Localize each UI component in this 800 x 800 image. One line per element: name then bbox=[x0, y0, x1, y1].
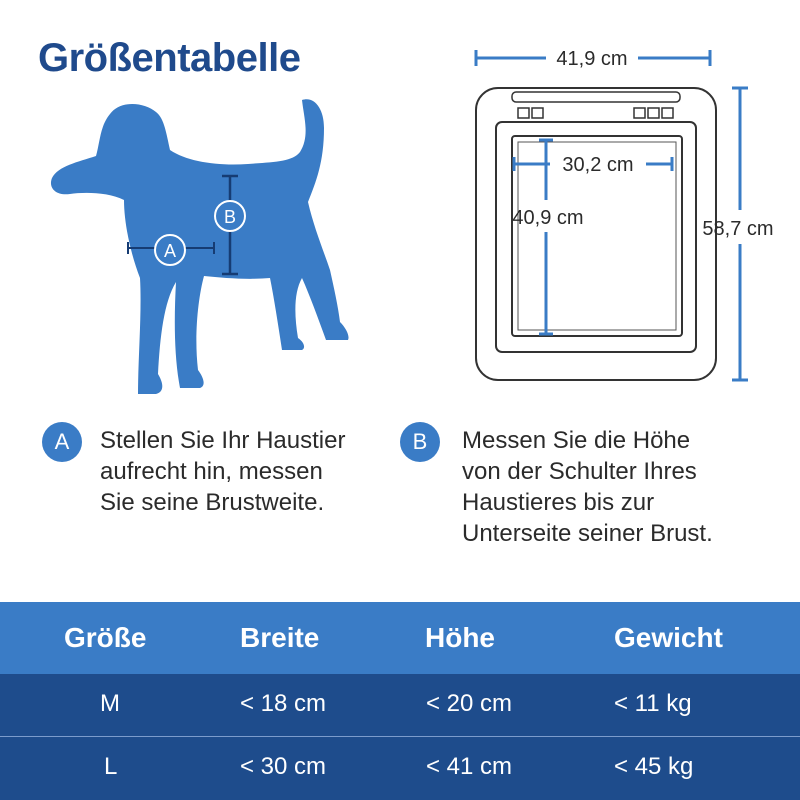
instruction-b-badge: B bbox=[400, 422, 440, 462]
table-body bbox=[0, 674, 800, 800]
row-m-height: < 20 cm bbox=[426, 690, 513, 717]
instruction-a-badge: A bbox=[42, 422, 82, 462]
door-latch-left-2 bbox=[532, 108, 543, 118]
door-latch-right-1 bbox=[634, 108, 645, 118]
page-title: Größentabelle bbox=[38, 36, 301, 80]
row-l-height: < 41 cm bbox=[426, 753, 513, 780]
door-latch-right-2 bbox=[648, 108, 659, 118]
door-latch-left-1 bbox=[518, 108, 529, 118]
table-header bbox=[0, 602, 800, 674]
table-row bbox=[0, 674, 800, 737]
dog-silhouette bbox=[48, 92, 368, 404]
row-l-weight: < 45 kg bbox=[614, 753, 694, 780]
header-weight: Gewicht bbox=[614, 622, 723, 653]
outer-height-label: 58,7 cm bbox=[702, 218, 774, 240]
size-table bbox=[0, 602, 800, 800]
door-top-bar bbox=[512, 92, 680, 102]
row-m-size: M bbox=[100, 690, 120, 717]
row-m-width: < 18 cm bbox=[240, 690, 327, 717]
inner-width-label: 30,2 cm bbox=[562, 154, 634, 176]
marker-b-label: B bbox=[223, 207, 237, 227]
row-l-size: L bbox=[104, 753, 118, 780]
door-latch-right-3 bbox=[662, 108, 673, 118]
instruction-b-text: Messen Sie die Höhe von der Schulter Ihres Haustieres bis zur Unterseite seiner Brust. bbox=[462, 427, 713, 547]
header-width: Breite bbox=[240, 622, 320, 653]
row-m-weight: < 11 kg bbox=[614, 690, 692, 717]
table-row bbox=[0, 737, 800, 799]
header-size: Größe bbox=[64, 622, 147, 653]
outer-width-label: 41,9 cm bbox=[556, 48, 628, 70]
marker-a-label: A bbox=[163, 241, 177, 261]
inner-height-label: 40,9 cm bbox=[512, 207, 584, 229]
row-l-width: < 30 cm bbox=[240, 753, 327, 780]
instruction-a-text: Stellen Sie Ihr Haustier aufrecht hin, messen Sie seine Brustweite. bbox=[100, 427, 346, 516]
pet-door-diagram bbox=[462, 44, 800, 394]
header-height: Höhe bbox=[425, 622, 495, 653]
dog-body bbox=[51, 99, 349, 394]
